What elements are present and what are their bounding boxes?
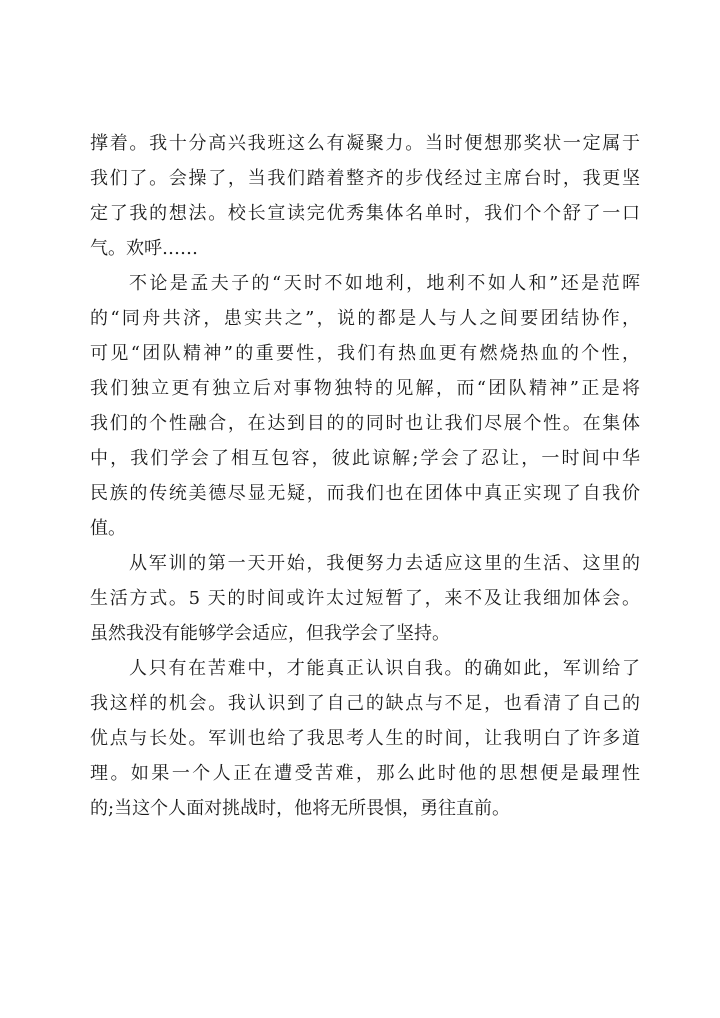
paragraph <box>90 651 640 826</box>
text-line: 值。 <box>90 518 126 539</box>
paragraph <box>90 546 640 651</box>
text-line: 可见“团队精神”的重要性，我们有热血更有燃烧热血的个性， <box>90 343 640 364</box>
text-line: 民族的传统美德尽显无疑，而我们也在团体中真正实现了自我价 <box>90 483 640 504</box>
text-line: 的“同舟共济，患实共之”，说的都是人与人之间要团结协作， <box>90 308 640 329</box>
text-line: 撑着。我十分高兴我班这么有凝聚力。当时便想那奖状一定属于 <box>90 133 640 154</box>
text-line: 气。欢呼…… <box>90 238 198 259</box>
text-line: 人只有在苦难中，才能真正认识自我。的确如此，军训给了 <box>129 658 640 679</box>
document-body <box>90 126 640 826</box>
text-line: 的;当这个人面对挑战时，他将无所畏惧，勇往直前。 <box>90 798 511 819</box>
text-line: 优点与长处。军训也给了我思考人生的时间，让我明白了许多道 <box>90 728 640 749</box>
text-line: 我们的个性融合，在达到目的的同时也让我们尽展个性。在集体 <box>90 413 640 434</box>
text-line: 我这样的机会。我认识到了自己的缺点与不足，也看清了自己的 <box>90 693 640 714</box>
text-line: 理。如果一个人正在遭受苦难，那么此时他的思想便是最理性 <box>90 763 640 784</box>
text-line: 不论是孟夫子的“天时不如地利，地利不如人和”还是范晖 <box>129 273 640 294</box>
text-line: 生活方式。5 天的时间或许太过短暂了，来不及让我细加体会。 <box>90 588 640 609</box>
paragraph <box>90 126 640 266</box>
paragraph <box>90 266 640 546</box>
text-line: 定了我的想法。校长宣读完优秀集体名单时，我们个个舒了一口 <box>90 203 640 224</box>
text-line: 我们了。会操了，当我们踏着整齐的步伐经过主席台时，我更坚 <box>90 168 640 189</box>
text-line: 中，我们学会了相互包容，彼此谅解;学会了忍让，一时间中华 <box>90 448 640 469</box>
text-line: 我们独立更有独立后对事物独特的见解，而“团队精神”正是将 <box>90 378 640 399</box>
text-line: 虽然我没有能够学会适应，但我学会了坚持。 <box>90 623 450 644</box>
text-line: 从军训的第一天开始，我便努力去适应这里的生活、这里的 <box>129 553 640 574</box>
